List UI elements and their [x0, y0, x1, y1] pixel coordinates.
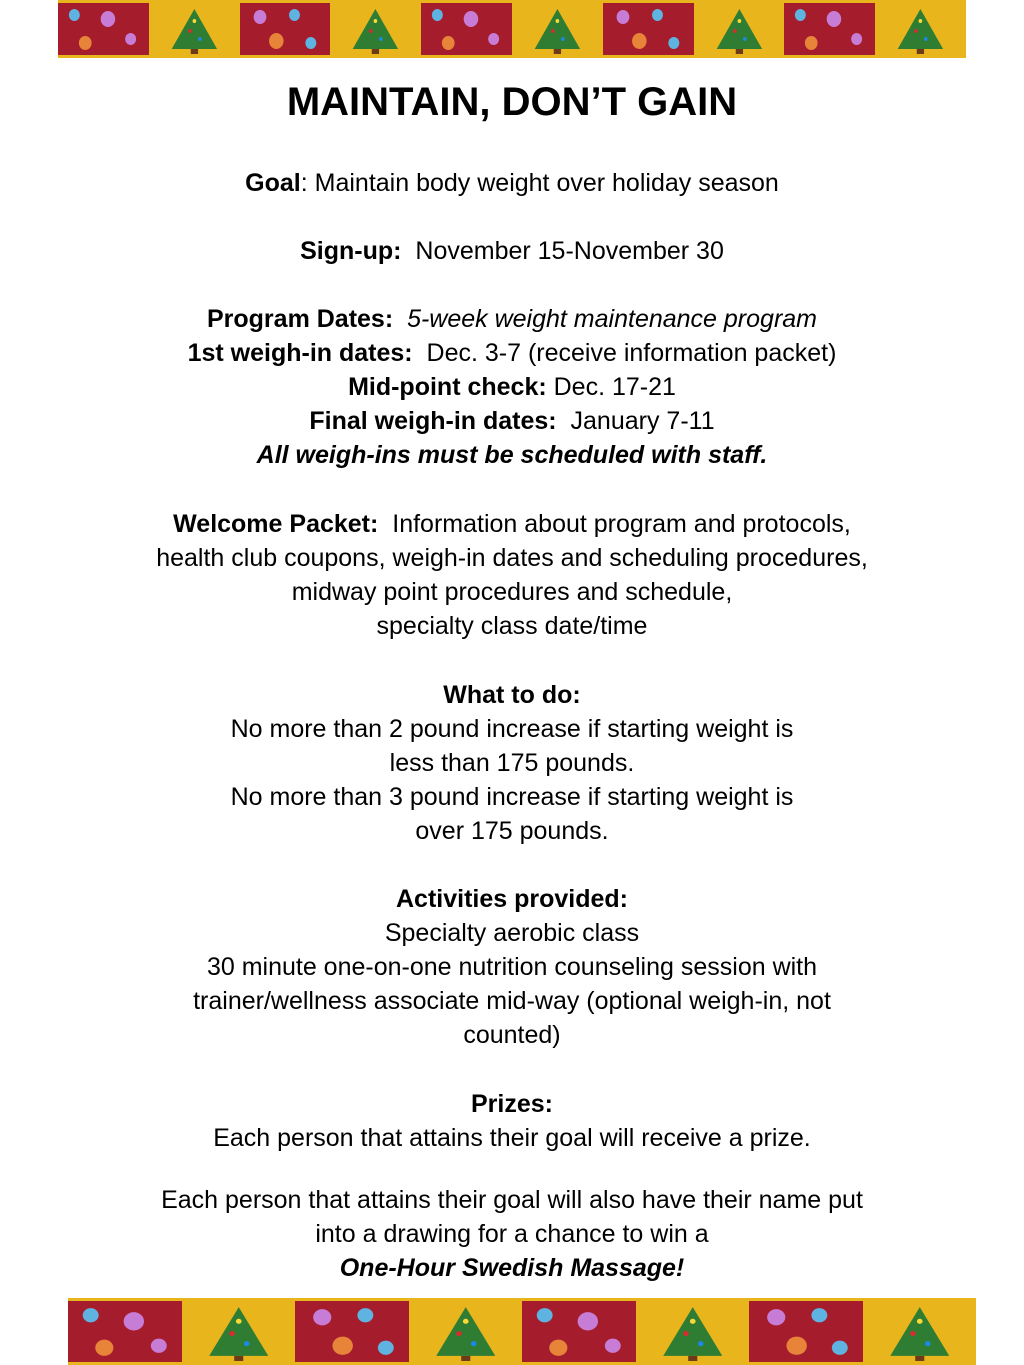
welcome-line-4: specialty class date/time: [376, 612, 648, 640]
what-to-do-line-2: less than 175 pounds.: [389, 749, 635, 777]
midpoint-text: Dec. 17-21: [553, 373, 676, 401]
activities-section: [60, 882, 964, 1052]
christmas-tree-icon: [694, 3, 785, 55]
activities-line-3: trainer/wellness associate mid-way (optional weigh-in, not: [193, 987, 831, 1015]
welcome-section: [60, 507, 964, 643]
drawing-section: [60, 1183, 964, 1285]
midpoint-label: Mid-point check:: [348, 373, 547, 401]
activities-line-4: counted): [463, 1021, 561, 1049]
goal-text: : Maintain body weight over holiday season: [300, 169, 779, 197]
activities-heading: Activities provided:: [396, 885, 628, 913]
christmas-tree-icon: [330, 3, 421, 55]
welcome-line-2: health club coupons, weigh-in dates and scheduling procedures,: [156, 544, 868, 572]
bottom-holiday-border: [68, 1298, 976, 1365]
signup-section: [60, 234, 964, 268]
what-to-do-line-1: No more than 2 pound increase if starting weight is: [230, 715, 794, 743]
first-weighin-text: Dec. 3-7 (receive information packet): [426, 339, 837, 367]
program-dates-text: 5-week weight maintenance program: [407, 305, 817, 333]
final-weighin-label: Final weigh-in dates:: [309, 407, 557, 435]
ornament-icon: [295, 1301, 409, 1362]
ornament-icon: [58, 3, 149, 55]
massage-prize: One-Hour Swedish Massage!: [339, 1254, 685, 1282]
prizes-line-2: Each person that attains their goal will also have their name put: [161, 1186, 863, 1214]
goal-section: [60, 166, 964, 200]
christmas-tree-icon: [636, 1301, 750, 1362]
activities-line-2: 30 minute one-on-one nutrition counseling session with: [206, 953, 818, 981]
christmas-tree-icon: [409, 1301, 523, 1362]
page-title: MAINTAIN, DON’T GAIN: [286, 80, 738, 124]
signup-text: November 15-November 30: [415, 237, 724, 265]
what-to-do-line-4: over 175 pounds.: [415, 817, 609, 845]
ornament-icon: [603, 3, 694, 55]
ornament-icon: [784, 3, 875, 55]
program-section: [60, 302, 964, 472]
christmas-tree-icon: [875, 3, 966, 55]
program-dates-label: Program Dates:: [206, 305, 394, 333]
first-weighin-label: 1st weigh-in dates:: [187, 339, 413, 367]
prizes-heading: Prizes:: [471, 1090, 553, 1118]
ornament-icon: [749, 1301, 863, 1362]
what-to-do-heading: What to do:: [443, 681, 581, 709]
ornament-icon: [68, 1301, 182, 1362]
what-to-do-section: [60, 678, 964, 848]
christmas-tree-icon: [512, 3, 603, 55]
ornament-icon: [240, 3, 331, 55]
scheduling-note: All weigh-ins must be scheduled with staff.: [256, 441, 768, 469]
signup-label: Sign-up:: [300, 237, 402, 265]
activities-line-1: Specialty aerobic class: [384, 919, 640, 947]
what-to-do-line-3: No more than 3 pound increase if starting weight is: [230, 783, 794, 811]
christmas-tree-icon: [149, 3, 240, 55]
welcome-label: Welcome Packet:: [173, 510, 379, 538]
prizes-section: [60, 1087, 964, 1155]
christmas-tree-icon: [182, 1301, 296, 1362]
ornament-icon: [522, 1301, 636, 1362]
prizes-line-3: into a drawing for a chance to win a: [315, 1220, 709, 1248]
top-holiday-border: [58, 0, 966, 58]
welcome-line-3: midway point procedures and schedule,: [291, 578, 733, 606]
ornament-icon: [421, 3, 512, 55]
christmas-tree-icon: [863, 1301, 977, 1362]
prizes-line-1: Each person that attains their goal will receive a prize.: [213, 1124, 811, 1152]
final-weighin-text: January 7-11: [570, 407, 715, 435]
goal-label: Goal: [245, 169, 301, 197]
welcome-line-1: Information about program and protocols,: [392, 510, 851, 538]
